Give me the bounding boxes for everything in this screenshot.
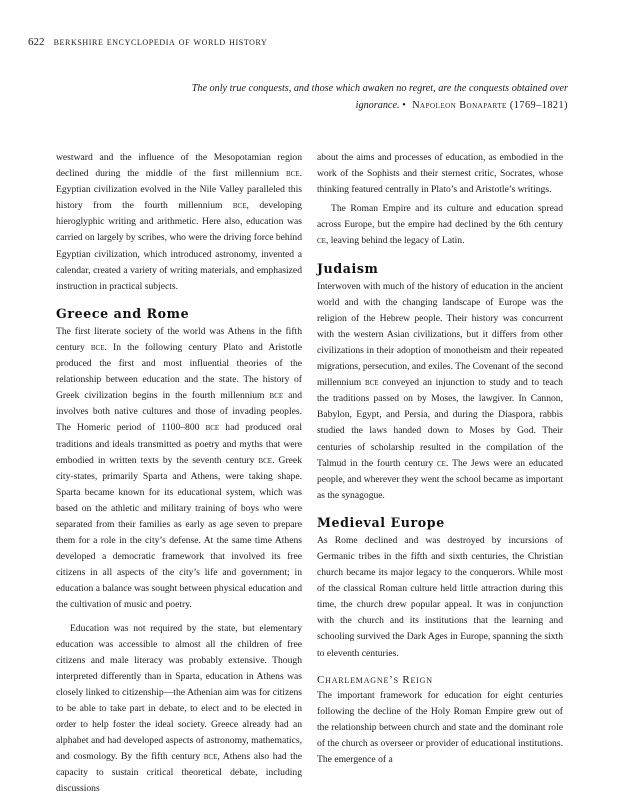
medieval-paragraph: As Rome declined and was destroyed by incursions of Germanic tribes in the fifth and sixth centuries, the Christian church became its major legacy to the conquerors. While most of the classical Roman culture held little attraction during this time, the church drew popular appeal. It was in conjunction with the church and its institutions that the learning and schooling survived the Dark Ages in Europe, spanning the sixth to eleventh centuries. [317, 534, 563, 659]
epigraph-bullet: • [402, 100, 406, 111]
subheading-charlemagne: Charlemagne’s Reign [317, 673, 433, 686]
judaism-paragraph: Interwoven with much of the history of education in the ancient world and with the changing landscape of Europe was the religion of the Hebrew people. Their history was concurrent with the western Asian civilizations, but it differs from other civilizations in their adoption of monotheism and their repeated migrations, persecution, and exiles. The Covenant of the second millennium bce conveyed an injunction to study and to teach the traditions passed on by Moses, the lawgiver. In Cannon, Babylon, Egypt, and Persia, and during the Diaspora, rabbis studied the laws handed down to Moses by God. Their centuries of scholarship resulted in the compilation of the Talmud in the fourth century ce. The Jews were an educated people, and wherever they went the school became as important as the synagogue. [317, 280, 563, 501]
section-heading-judaism: Judaism [317, 260, 379, 276]
section-heading-medieval-europe: Medieval Europe [317, 514, 445, 530]
epigraph-text: The only true conquests, and those which awaken no regret, are the conquests obtained over ignorance. [191, 83, 568, 111]
intro-paragraph: westward and the influence of the Mesopotamian region declined during the middle of the first millennium bce. Egyptian civilization evolved in the Nile Valley paralleled this history from the fourth millennium bce, developing hieroglyphic writing and arithmetic. Here also, education was carried on largely by scribes, who were the driving force behind Egyptian civilization, which introduced astronomy, invented a calendar, created a variety of writing materials, and emphasized instruction in practical subjects. [56, 152, 302, 292]
section-heading-greece-rome: Greece and Rome [56, 305, 190, 321]
continuation-paragraph: about the aims and processes of education, as embodied in the work of the Sophists and their sternest critic, Socrates, whose thinking featured centrally in Plato’s and Aristotle’s writings. [317, 152, 563, 196]
left-column [56, 150, 302, 798]
running-header [28, 36, 588, 48]
greece-paragraph-2: Education was not required by the state, but elementary education was accessible to almost all the children of free citizens and male literacy was probably extensive. Though interpreted differently than in Sparta, education in Athens was closely linked to citizenship—the Athenian aim was for citizens to be able to take part in debate, to elect and to be elected in order to help foster the ideal society. Greece already had an alphabet and had developed aspects of astronomy, mathematics, and cosmology. By the fifth century bce, Athens also had the capacity to sustain critical theoretical debate, including discussions [56, 622, 302, 795]
right-column [317, 150, 563, 768]
page-number: 622 [28, 36, 45, 48]
greece-paragraph-1: The first literate society of the world was Athens in the fifth century bce. In the following century Plato and Aristotle produced the first and most influential theories of the relationship between education and the state. The history of Greek civilization begins in the fourth millennium bce and involves both native cultures and those of invading peoples. The Homeric period of 1100–800 bce had produced oral traditions and ideals transmitted as poetry and myths that were embodied in written texts by the seventh century bce. Greek city-states, primarily Sparta and Athens, were taking shape. Sparta became known for its educational system, which was based on the athletic and military training of boys who were separated from their families as early as age seven to prepare them for a role in the city’s defense. At the same time Athens developed a democratic framework that involved its free citizens in all aspects of the city’s life and government; in education a balance was sought between physical education and the cultivation of music and poetry. [56, 325, 302, 611]
charlemagne-paragraph: The important framework for education for eight centuries following the decline of the Holy Roman Empire grew out of the relationship between church and state and the dominant role of the church as overseer or provider of educational institutions. The emergence of a [317, 689, 563, 765]
rome-paragraph: The Roman Empire and its culture and education spread across Europe, but the empire had declined by the 6th century ce, leaving behind the legacy of Latin. [317, 203, 563, 247]
epigraph-attribution: Napoleon Bonaparte (1769–1821) [412, 100, 568, 111]
running-title: berkshire encyclopedia of world history [53, 36, 268, 48]
epigraph [168, 80, 568, 114]
